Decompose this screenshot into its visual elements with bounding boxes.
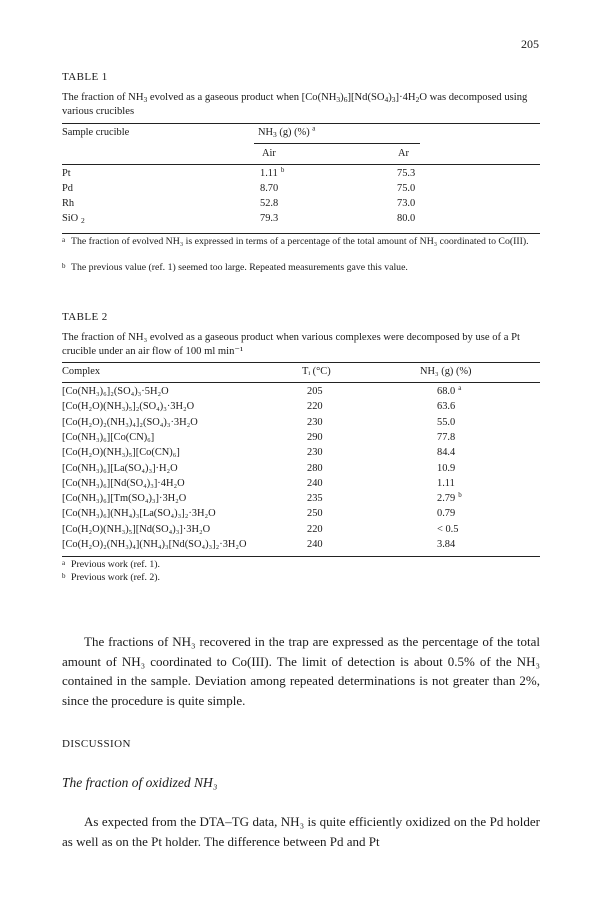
table1-bottom-rule: [62, 233, 540, 234]
table1-row-sample: SiO: [62, 213, 79, 224]
table2-row-complex: [Co(H₂O)₂(NH₃)₄](NH₄)₃[Nd(SO₄)₃]₂·3H₂O: [62, 539, 247, 550]
table2-row-ti: 230: [307, 447, 323, 459]
table2-bottom-rule: [62, 556, 540, 557]
table1-header-rule: [62, 164, 540, 165]
table2-row-nh3-value: 63.6: [437, 401, 456, 413]
table1-caption: The fraction of $NH_3$ evolved as a gaseous product when $[Co(NH_3)_6][Nd(SO_4)_3]\cdot 4H_2O$ was decomposed using various crucibles: [62, 92, 528, 117]
table1-row-sample-subscript: 2: [81, 216, 85, 225]
table2-row-nh3: [437, 524, 458, 536]
discussion-heading: DISCUSSION: [62, 738, 131, 750]
table2-row-nh3: [437, 417, 455, 429]
table2-row-nh3: [437, 383, 462, 398]
table1-row-ar: 75.0: [397, 183, 416, 194]
table1-row-air-value: 79.3: [260, 213, 279, 224]
table1-row-air: [260, 198, 278, 210]
table1-group-rule: [254, 143, 420, 144]
table2-row-nh3: [437, 447, 455, 459]
table2-row-nh3-value: 2.79: [437, 493, 456, 505]
table1-row-air: [260, 165, 285, 180]
table1-row-sample-sub-wrap: [81, 213, 85, 225]
table1-footnote-a: a The fraction of evolved NH₃ is expressed in terms of a percentage of the total amount of NH₃ coordinated to Co(III).: [62, 236, 529, 247]
table2-label: TABLE 2: [62, 311, 108, 323]
table2-caption: The fraction of NH₃ evolved as a gaseous product when various complexes were decomposed by use of a Pt crucible under an air flow of 100 ml min⁻¹: [62, 332, 520, 357]
table2-header-nh3: NH₃ (g) (%): [420, 366, 472, 377]
table2-row-complex: [Co(NH₃)₆][Nd(SO₄)₃]·4H₂O: [62, 477, 185, 489]
table2-top-rule: [62, 362, 540, 363]
table2-row-nh3-mark: b: [458, 490, 462, 499]
table1-label: TABLE 1: [62, 71, 108, 83]
table2-footnote-a: a Previous work (ref. 1).: [62, 559, 160, 570]
table2-row-nh3-value: 84.4: [437, 447, 456, 459]
table2-row-nh3-value: 10.9: [437, 462, 456, 474]
table2-row-complex: [Co(NH₃)₆][Co(CN)₆]: [62, 431, 155, 443]
section-subheading: The fraction of oxidized NH₃: [62, 775, 218, 790]
table1-header-nh3: $NH_3$ (g) (%) $^a$: [258, 124, 316, 139]
table2-row-ti: 235: [307, 493, 323, 505]
table1-row-air-value: 8.70: [260, 183, 279, 194]
table2-row-nh3: [437, 508, 455, 520]
table1-header-sample: Sample crucible: [62, 127, 130, 138]
table2-row-complex: [Co(NH₃)₆](NH₄)₃[La(SO₄)₃]₂·3H₂O: [62, 508, 216, 520]
table2-row-ti: 230: [307, 416, 323, 428]
table2-row-nh3: [437, 401, 455, 413]
table2-row-nh3-value: 68.0: [437, 386, 456, 397]
table2-row-complex: [Co(NH₃)₆][Tm(SO₄)₃]·3H₂O: [62, 493, 187, 505]
table2-row-complex: [Co(H₂O)(NH₃)₅]₂(SO₄)₃·3H₂O: [62, 401, 195, 413]
table1-row-sample: Pt: [62, 168, 71, 179]
table2-row-ti: 220: [307, 401, 323, 413]
table2-row-complex: [Co(H₂O)(NH₃)₅][Co(CN)₆]: [62, 447, 180, 459]
table2-header-ti: Tᵢ (°C): [302, 366, 331, 377]
table2-row-ti: 240: [307, 539, 323, 550]
table2-row-nh3: [437, 432, 455, 444]
table2-row-ti: 220: [307, 523, 323, 535]
table2-row-ti: 280: [307, 462, 323, 474]
table2-row-ti: 250: [307, 508, 323, 520]
table2-row-nh3-value: 55.0: [437, 416, 456, 428]
table1-row-air-value: 1.11: [260, 168, 278, 179]
page-number: 205: [521, 37, 539, 51]
table2-row-complex: [Co(H₂O)(NH₃)₅][Nd(SO₄)₃]·3H₂O: [62, 523, 211, 535]
table2-row-ti: 290: [307, 431, 323, 443]
table1-footnote-b: b The previous value (ref. 1) seemed too large. Repeated measurements gave this value.: [62, 262, 408, 273]
table1-header-ar: Ar: [398, 148, 409, 159]
table2-row-complex: [Co(NH₃)₆]₂(SO₄)₃·5H₂O: [62, 386, 169, 397]
table1-row-air-value: 52.8: [260, 198, 279, 209]
table2-row-complex: [Co(NH₃)₆][La(SO₄)₃]·H₂O: [62, 462, 178, 474]
table1-row-ar: 75.3: [397, 168, 416, 179]
table2-row-ti: 205: [307, 386, 323, 397]
table1-row-air: [260, 183, 278, 195]
table1-row-air-mark: b: [280, 165, 285, 174]
table1-row-ar: 80.0: [397, 213, 416, 224]
body-paragraph: The fractions of NH₃ recovered in the trap are expressed as the percentage of the total amount of NH₃ coordinated to Co(III). The limit of detection is about 0.5% of the NH₃ contained in the sample. Deviation among repeated determinations is not greater than 2%, since the procedure is quite simple.: [62, 634, 540, 708]
body-paragraph-2: As expected from the DTA–TG data, NH₃ is quite efficiently oxidized on the Pd holder as well as on the Pt holder. The difference between Pd and Pt: [62, 814, 540, 849]
table1-row-air: [260, 213, 278, 225]
table2-row-nh3-value: 77.8: [437, 431, 456, 443]
table2-row-complex: [Co(H₂O)₂(NH₃)₄]₂(SO₄)₃·3H₂O: [62, 416, 198, 428]
table2-row-nh3-value: 1.11: [437, 477, 455, 489]
table2-header-complex: Complex: [62, 366, 101, 377]
table1-top-rule: [62, 123, 540, 124]
table1-row-sample: Rh: [62, 198, 75, 209]
table1-header-air: Air: [262, 148, 276, 159]
table2-row-nh3-value: 0.79: [437, 508, 456, 520]
table1-row-ar: 73.0: [397, 198, 416, 209]
table2-header-rule: [62, 382, 540, 383]
table2-row-nh3-value: < 0.5: [437, 523, 459, 535]
table2-row-nh3: [437, 539, 455, 551]
table1-row-sample: Pd: [62, 183, 73, 194]
table2-row-nh3: [437, 490, 462, 505]
table2-row-nh3-value: 3.84: [437, 539, 456, 550]
table2-row-nh3-mark: a: [458, 383, 462, 392]
table2-row-nh3: [437, 478, 455, 490]
table2-row-ti: 240: [307, 477, 323, 489]
table2-row-nh3: [437, 463, 455, 475]
table2-footnote-b: b Previous work (ref. 2).: [62, 572, 160, 583]
